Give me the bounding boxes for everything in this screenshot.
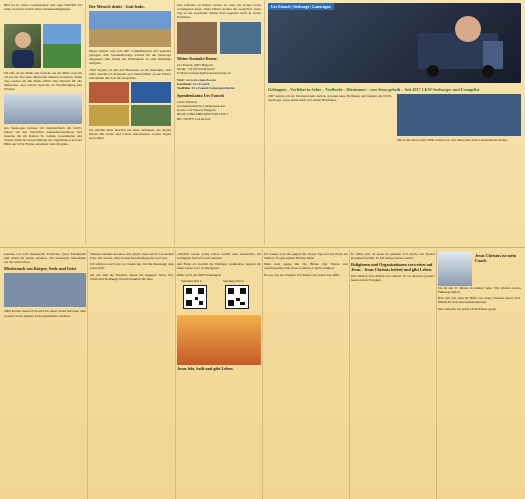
- paragraph: Mein Arzt zeigte mir die Bilder. Der Tumor war verschwunden. Die Ärzte konnten es nicht erklären.: [264, 262, 348, 271]
- truck-icon: [268, 3, 521, 83]
- bottom-col1: [4, 252, 86, 496]
- bottom-col4: [264, 252, 348, 496]
- paragraph: 2020 begann ich mit den Besuchen an der Raststätte. Seit 2022 verteile ich Kalender und Zeitschriften an die Fahrer und nehme mir Zeit für Gespräche.: [89, 67, 171, 80]
- page-divider: [0, 247, 525, 248]
- fold-line: [264, 0, 265, 245]
- bottom-col6: [438, 252, 521, 496]
- cover-columns: [268, 94, 521, 241]
- paragraph: Mit Gebet und Gottes Hilfe erlebte ich, wie Menschen neue Lebensfreude finden.: [397, 138, 508, 142]
- top-col1-text: [4, 3, 82, 23]
- paragraph: Ich dankte Gott im August für diesen Tag und das Ende des Tumors. Es gab keinen Befund mehr.: [264, 252, 348, 261]
- coach-caption: Jesus Christus ist mein Coach: [475, 253, 517, 263]
- camel-photo: [89, 11, 171, 47]
- paragraph: Ich möchte mich herzlich bei allen bedanken, die diesen Dienst mit Gebet und Gaben unterstützen. Gottes Segen euch allen!: [89, 128, 171, 141]
- bank-line: IBAN: CH44 0880 0000 0199 1206 1: [177, 112, 229, 117]
- landscape-photo: [43, 24, 81, 68]
- paragraph: Dieser Dienst wird seit 2007 vollumfänglich mit Spenden getragen. Alle Spendenbeträge werden für die Seelsorge eingesetzt. Die Arbeit mit Fernfahrern ist eine lebendige Aufgabe.: [89, 49, 171, 66]
- fold-line: [175, 250, 176, 499]
- qr-label: Sendung Teil 2:: [223, 279, 245, 284]
- top-col4: [268, 86, 521, 241]
- top-col2: [89, 3, 171, 241]
- truck-night-photo: [397, 94, 521, 136]
- paragraph: Es lohnt sich, an Jesus zu glauben. Ich wurde von meiner Krankheit befreit. Er hat meine Gebete erhört.: [351, 252, 435, 261]
- intro-text: Bild ist in seiner Landeskunde und sage DANKE für seine wertvolle Arbeit unter Lebensbedingungen.: [4, 3, 82, 12]
- web-link[interactable]: Web: www.urs-fausch.com: [177, 77, 216, 82]
- fold-line: [174, 0, 175, 245]
- photo-grid: [89, 82, 171, 126]
- fold-line: [85, 0, 86, 245]
- person-silhouette-icon: [4, 24, 41, 68]
- contact-title: Meine Kontakt-Daten:: [177, 55, 218, 61]
- coach-block: [438, 252, 521, 286]
- bank-line: Konto: Urs Fausch, Balgach: [177, 108, 216, 113]
- bottom-col5: [351, 252, 435, 496]
- qr-codes: [177, 279, 261, 313]
- qr-label: Sendung Teil 1:: [181, 279, 203, 284]
- truck-photo: [4, 94, 82, 124]
- paragraph: Am Ende, als Gericht die Wahrheit verkündete, begann ich mein Leben Gott zu übergeben.: [177, 262, 261, 271]
- bank-title: Spendenkonto Urs Fausch: [177, 93, 225, 99]
- fold-line: [349, 250, 350, 499]
- fold-line: [262, 250, 263, 499]
- top-col3: [177, 3, 261, 241]
- paragraph: 2007 kehrte ich als Pionierprojekt zurück, gewann neue Hoffnung und begann die LKW-Seelsorge. Jesus heilte mich von einem Hirntumor.: [268, 94, 392, 103]
- stand-photo: [4, 273, 86, 307]
- youtube-link[interactable]: YouTube: Urs Fausch Lebensgeschichte: [177, 86, 235, 91]
- paragraph: Es war wie ein Wunder. Ich danke Gott jeden Tag dafür.: [264, 272, 340, 277]
- section-title: Der Mensch denkt - Gott lenkt.: [89, 4, 145, 9]
- contact-mobile[interactable]: Mobil: +41 (0)79 638 64 97: [177, 66, 215, 71]
- section-heading: Religionen und Organisationen verweisen auf Jesus - Jesus Christus befreit und gibt Leben.: [351, 262, 433, 273]
- paragraph: Das Wirken Jesu dürfen wir erleben. Er ist derselbe gestern, heute und in Ewigkeit.: [351, 274, 435, 283]
- bank-line: Liechtensteinische Landesbank AG: [177, 104, 226, 109]
- fold-line: [87, 250, 88, 499]
- qr-code-icon[interactable]: [183, 285, 207, 309]
- bank-org: LKW-Mission: [177, 100, 197, 105]
- fold-line: [436, 250, 437, 499]
- paragraph: verhaftet wurde. Jedes Leben erzählt eine Geschichte. Im Gefängnis fand ich zum Glauben.: [177, 252, 261, 261]
- section-heading: Missbrauch von Körper, Seele und Geist: [4, 266, 77, 272]
- paragraph: Ich würde es nach wie vor wieder tun. Ich bin überzeugt, dass Jesus hilft.: [90, 262, 174, 271]
- paragraph: Sie ist seit 15 Jahren an meiner Seite. Wir erleben Gottes Führung täglich.: [438, 286, 521, 295]
- paragraph: Nun schreibe ich jeden LKW-Fahrer gerne.: [438, 306, 497, 311]
- cover-caption: Urs Fausch | Seelsorge | Lastwagen: [268, 3, 334, 10]
- paragraph: Mehr noch, die SRF Sendungen:: [177, 272, 222, 277]
- paragraph: konnten wir trotz finanzieller Probleme, gutes Fundament und Glück im Leben erfahren. Als Seelsorger unterstütze ich die Schwachen.: [4, 252, 86, 265]
- contact-address: Urs Fausch, 9405 Balgach: [177, 62, 213, 67]
- bottom-col2: [90, 252, 174, 496]
- top-col1-body: [4, 71, 82, 241]
- paragraph: 2009 konnte meine Frau und ich einen Stand mit einer sehr grossen Schar eigener Lastwagenfahrer eröffnen.: [4, 309, 86, 318]
- facebook-link[interactable]: Facebook: Urs Fausch: [177, 81, 210, 86]
- qr-code-icon[interactable]: [225, 285, 249, 309]
- contact-email[interactable]: E-Mail: ursfausch@truckerseelsorge.ch: [177, 70, 231, 75]
- portrait-photo: [4, 24, 41, 68]
- paragraph: Ich rufe an die Nähe und brauche nie die Hilfe weil ich oft aus der Not lebe. Menschen müssen verstehen. Jeden Tag werden wir mit Dank erfüllt. Der Wunsch für alle Menschen, egal welche Sprache, ist Verständigung und Frieden.: [4, 71, 82, 92]
- paragraph: All das sind die Themen, denen ich begegne: Nöte, Not, Sucht und Hoffnung. Ich bin dankbar für alles.: [90, 272, 174, 281]
- paragraph: Das schönste an meiner Arbeit ist, dass ich Gottes Liebe weitergeben kann. Viele Fahrer suchen das Gespräch. Jeder Tag ist ein Geschenk. Meine Frau begleitet mich in vielen Einsätzen.: [177, 3, 261, 20]
- bank-line: BIC/SWIFT: LILALI2X: [177, 116, 211, 121]
- cover-photo: [268, 3, 521, 83]
- bottom-col3: [177, 252, 261, 496]
- paragraph: Themen handeln konnten. Ich erhielt einen Anruf von meiner Frau. Ich wusste, dass es eine Entscheidung für Gott war.: [90, 252, 174, 261]
- paragraph: Herr dir! ich, dass dir Hilfe von Jesus Christus zuteil wird. Nimm dir Zeit, ihn kennenzulernen.: [438, 296, 521, 305]
- sunset-photo: [177, 315, 261, 365]
- couple-photos: [177, 22, 261, 54]
- paragraph: Als Seelsorger betreue ich hauptsächlich die LKW-Fahrer auf den Schweizer Autobahnraststätten, und besuche die im Kanton St. Gallen, Graubünden und Tessin. Dank der Unterstützung der Organisation und der Hilfe der LKW-Fahrer entstehen viele Projekte.: [4, 125, 82, 147]
- cover-heading: Gefängnis – Verführt in Sekte – Verflucht – Hirntumor – von Jesus geheilt – Seit 2017 LKW-Seelsorger und Evangelist: [268, 87, 480, 92]
- photo-caption: Jesus lebt, heilt und gibt Leben.: [177, 366, 234, 372]
